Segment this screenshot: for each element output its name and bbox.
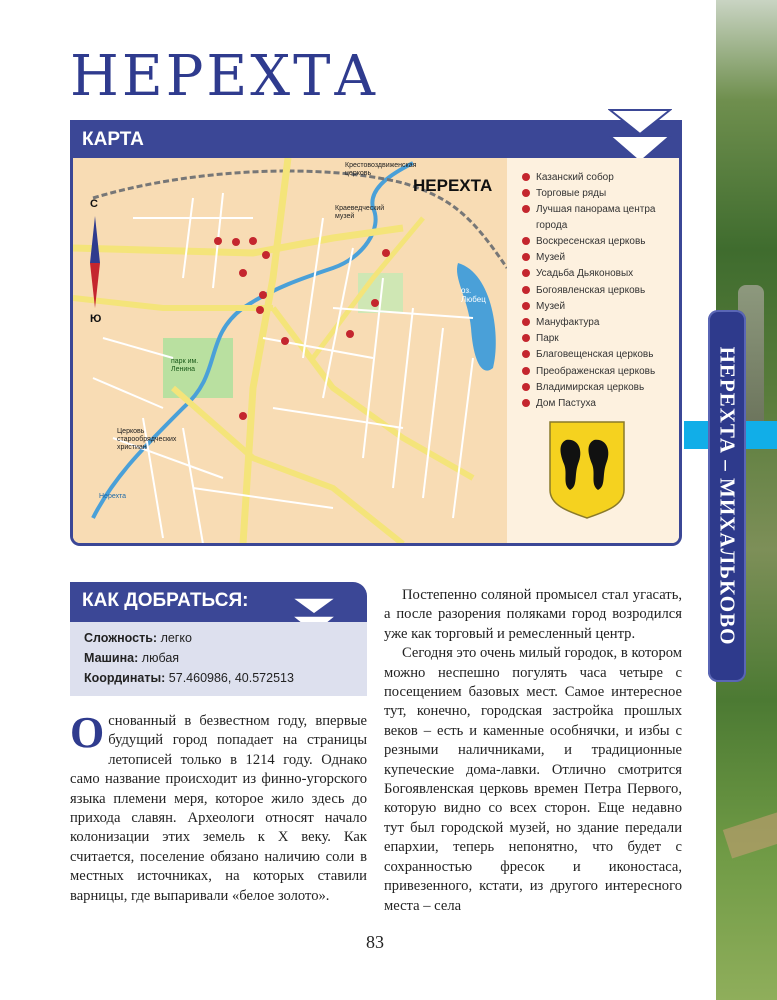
- legend-item: Лучшая панорама центра города: [522, 202, 682, 233]
- text-column-left: [70, 708, 367, 906]
- map-city-name: НЕРЕХТА: [413, 176, 493, 195]
- map-label-park: парк им. Ленина: [171, 358, 199, 373]
- marker-icon: [522, 173, 530, 181]
- page-number: 83: [366, 932, 384, 952]
- coords-value[interactable]: 57.460986, 40.572513: [168, 671, 294, 685]
- section-side-tab[interactable]: [708, 310, 746, 682]
- city-map[interactable]: [70, 158, 682, 546]
- legend-item: Преображенская церковь: [522, 364, 682, 380]
- legend-list: [522, 170, 682, 412]
- legend-item: Дом Пастуха: [522, 396, 682, 412]
- marker-icon: [522, 367, 530, 375]
- legend-item: Воскресенская церковь: [522, 234, 682, 250]
- legend-item: Благовещенская церковь: [522, 347, 682, 363]
- coords-row: [84, 671, 294, 685]
- map-label-river: Нерехта: [99, 493, 127, 500]
- car-row: [84, 651, 179, 665]
- paragraph: Постепенно соляной промысел стал угасать, а после разорения поляками город возродился уже как торговый и ремесленный центр.: [384, 587, 682, 642]
- difficulty-value: легко: [160, 631, 192, 645]
- path-photo: [723, 811, 777, 858]
- legend-item: Торговые ряды: [522, 186, 682, 202]
- legend-item: Парк: [522, 331, 682, 347]
- marker-icon: [522, 269, 530, 277]
- text-column-right: [384, 586, 682, 916]
- map-label-church-bottom: Церковь старообрядческих христиан: [117, 428, 177, 451]
- paragraph: Сегодня это очень милый городок, в котором можно неспешно погулять часа четыре с посещением базовых мест. Самое интересное тут, конечно, городская застройка прошлых веков – есть и каменные особнячки, и избы с резными наличниками, и традиционные купеческие дома-лавки. Отлично смотрится Богоявленская церковь времен Петра Первого, которую видно со всех сторон. Еще недавно тут был городской музей, но здание передали епархии, теперь непонятно, что будет с сохранностью фресок и иконостаса, привезенного, кстати, из другого интересного места – села: [384, 645, 682, 914]
- legend-item: Музей: [522, 299, 682, 315]
- marker-icon: [522, 399, 530, 407]
- road-main-5: [73, 298, 273, 308]
- coat-of-arms-icon: [548, 420, 626, 520]
- marker-icon: [522, 286, 530, 294]
- map-canvas[interactable]: [73, 158, 507, 544]
- marker-icon: [522, 189, 530, 197]
- compass-north-label: С: [90, 198, 98, 210]
- compass-south-label: Ю: [90, 313, 102, 325]
- car-label: Машина:: [84, 651, 139, 665]
- marker-icon: [522, 237, 530, 245]
- page-title: НЕРЕХТА: [70, 44, 379, 109]
- legend-item: Музей: [522, 250, 682, 266]
- legend-item: Богоявленская церковь: [522, 283, 682, 299]
- difficulty-label: Сложность:: [84, 631, 158, 645]
- map-label-church-top: Крестовоздвиженская церковь: [345, 162, 417, 177]
- legend-item: Владимирская церковь: [522, 380, 682, 396]
- marker-icon: [522, 205, 530, 213]
- marker-icon: [522, 350, 530, 358]
- map-label-lake: оз. Любец: [461, 286, 486, 304]
- road-main-2: [243, 158, 288, 544]
- marker-icon: [522, 334, 530, 342]
- map-header-bar: [70, 120, 682, 160]
- marker-icon: [522, 383, 530, 391]
- intro-paragraph: [70, 708, 367, 906]
- legend-item: Усадьба Дьяконовых: [522, 266, 682, 282]
- side-tab-label: НЕРЕХТА – МИХАЛЬКОВО: [715, 346, 740, 646]
- intro-text: снованный в безвестном году, впервые будущий город попадает на страницы летописей только в 1214 году. Однако само название происходит из финно-угорского языка племени меря, которое жило здесь до прихода славян. Археологи относят начало колонизации этих земель к X веку. Как считается, поселение обязано наличию соли в местных источниках, на которых ставили варницы, где выпаривали «белое золото».: [70, 713, 367, 904]
- map-label-museum: Краеведческий музей: [335, 205, 385, 220]
- compass-icon: [90, 216, 100, 308]
- marker-icon: [522, 318, 530, 326]
- difficulty-row: [84, 631, 192, 645]
- legend-item: Казанский собор: [522, 170, 682, 186]
- marker-icon: [522, 253, 530, 261]
- drop-cap: О: [70, 708, 105, 757]
- legend-item: Мануфактура: [522, 315, 682, 331]
- street-map-graphic: [73, 158, 507, 544]
- howto-panel: [70, 622, 367, 696]
- coords-label: Координаты:: [84, 671, 166, 685]
- car-value: любая: [141, 651, 180, 665]
- marker-icon: [522, 302, 530, 310]
- howto-header-label: КАК ДОБРАТЬСЯ:: [82, 590, 249, 611]
- map-markers: [214, 237, 390, 420]
- map-header-label: КАРТА: [82, 129, 144, 150]
